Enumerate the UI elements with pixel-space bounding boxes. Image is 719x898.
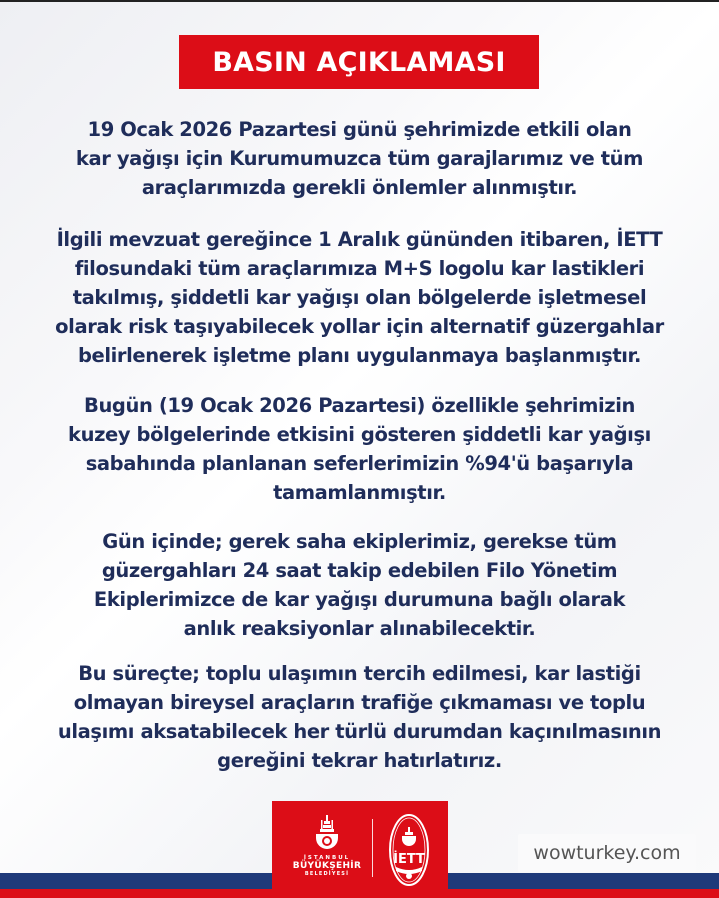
paragraph-2: [20, 225, 699, 370]
text-line: gereğini tekrar hatırlatırız.: [217, 749, 502, 772]
text-line: olarak risk taşıyabilecek yollar için alternatif güzergahlar: [55, 315, 664, 338]
text-line: belirlenerek işletme planı uygulanmaya başlanmıştır.: [77, 344, 641, 367]
paragraph-5: [20, 659, 699, 775]
text-line: Bu süreçte; toplu ulaşımın tercih edilmesi, kar lastiği: [78, 662, 641, 685]
text-line: tamamlanmıştır.: [273, 481, 446, 504]
text-line: Bugün (19 Ocak 2026 Pazartesi) özellikle şehrimizin: [83, 394, 636, 417]
watermark-text: wowturkey.com: [533, 842, 681, 864]
ibb-line3: BELEDİYESİ: [304, 871, 350, 877]
text-line: araçlarımızda gerekli önlemler alınmıştır.: [141, 176, 578, 199]
iett-emblem-icon: [388, 813, 430, 887]
text-line: ulaşımı aksatabilecek her türlü durumdan kaçınılmasının: [57, 720, 662, 743]
footer-logo-panel: [272, 801, 448, 898]
iett-logo: [388, 813, 430, 891]
text-line: güzergahları 24 saat takip edebilen Filo Yönetim: [101, 559, 618, 582]
text-line: olmayan bireysel araçların trafiğe çıkmaması ve toplu: [73, 691, 646, 714]
text-line: İlgili mevzuat gereğince 1 Aralık gününden itibaren, İETT: [56, 228, 663, 251]
text-line: Gün içinde; gerek saha ekiplerimiz, gerekse tüm: [102, 530, 617, 553]
paragraph-3: [20, 391, 699, 507]
paragraph-4: [20, 527, 699, 643]
text-line: kar yağışı için Kurumumuzca tüm garajlarımız ve tüm: [75, 147, 644, 170]
ibb-logo: [292, 815, 362, 877]
title-text: BASIN AÇIKLAMASI: [212, 46, 506, 78]
text-line: kuzey bölgelerinde etkisini gösteren şiddetli kar yağışı: [68, 423, 651, 446]
press-release-title: [179, 35, 539, 89]
text-line: anlık reaksiyonlar alınabilecektir.: [183, 617, 536, 640]
text-line: Ekiplerimizce de kar yağışı durumuna bağlı olarak: [93, 588, 626, 611]
text-line: takılmış, şiddetli kar yağışı olan bölgelerde işletmesel: [72, 286, 647, 309]
text-line: 19 Ocak 2026 Pazartesi günü şehrimizde etkili olan: [87, 118, 632, 141]
text-line: filosundaki tüm araçlarımıza M+S logolu kar lastikleri: [74, 257, 645, 280]
paragraph-1: [20, 115, 699, 202]
ibb-line2: BÜYÜKŞEHİR: [292, 861, 362, 871]
ibb-mosque-icon: [312, 815, 342, 853]
top-border: [0, 0, 719, 2]
ibb-line1: İSTANBUL: [303, 855, 351, 861]
watermark: [518, 834, 696, 872]
logo-divider: [372, 819, 373, 877]
svg-text:İETT: İETT: [393, 852, 425, 867]
text-line: sabahında planlanan seferlerimizin %94'ü başarıyla: [85, 452, 634, 475]
